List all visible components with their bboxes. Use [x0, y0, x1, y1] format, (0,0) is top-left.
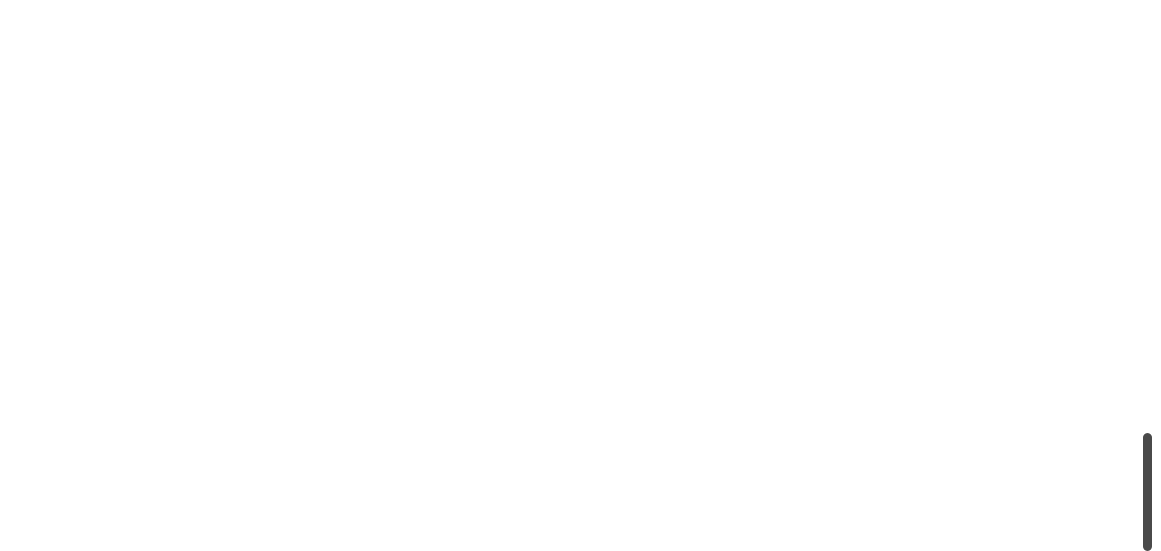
- scrollbar-thumb[interactable]: [1143, 433, 1152, 551]
